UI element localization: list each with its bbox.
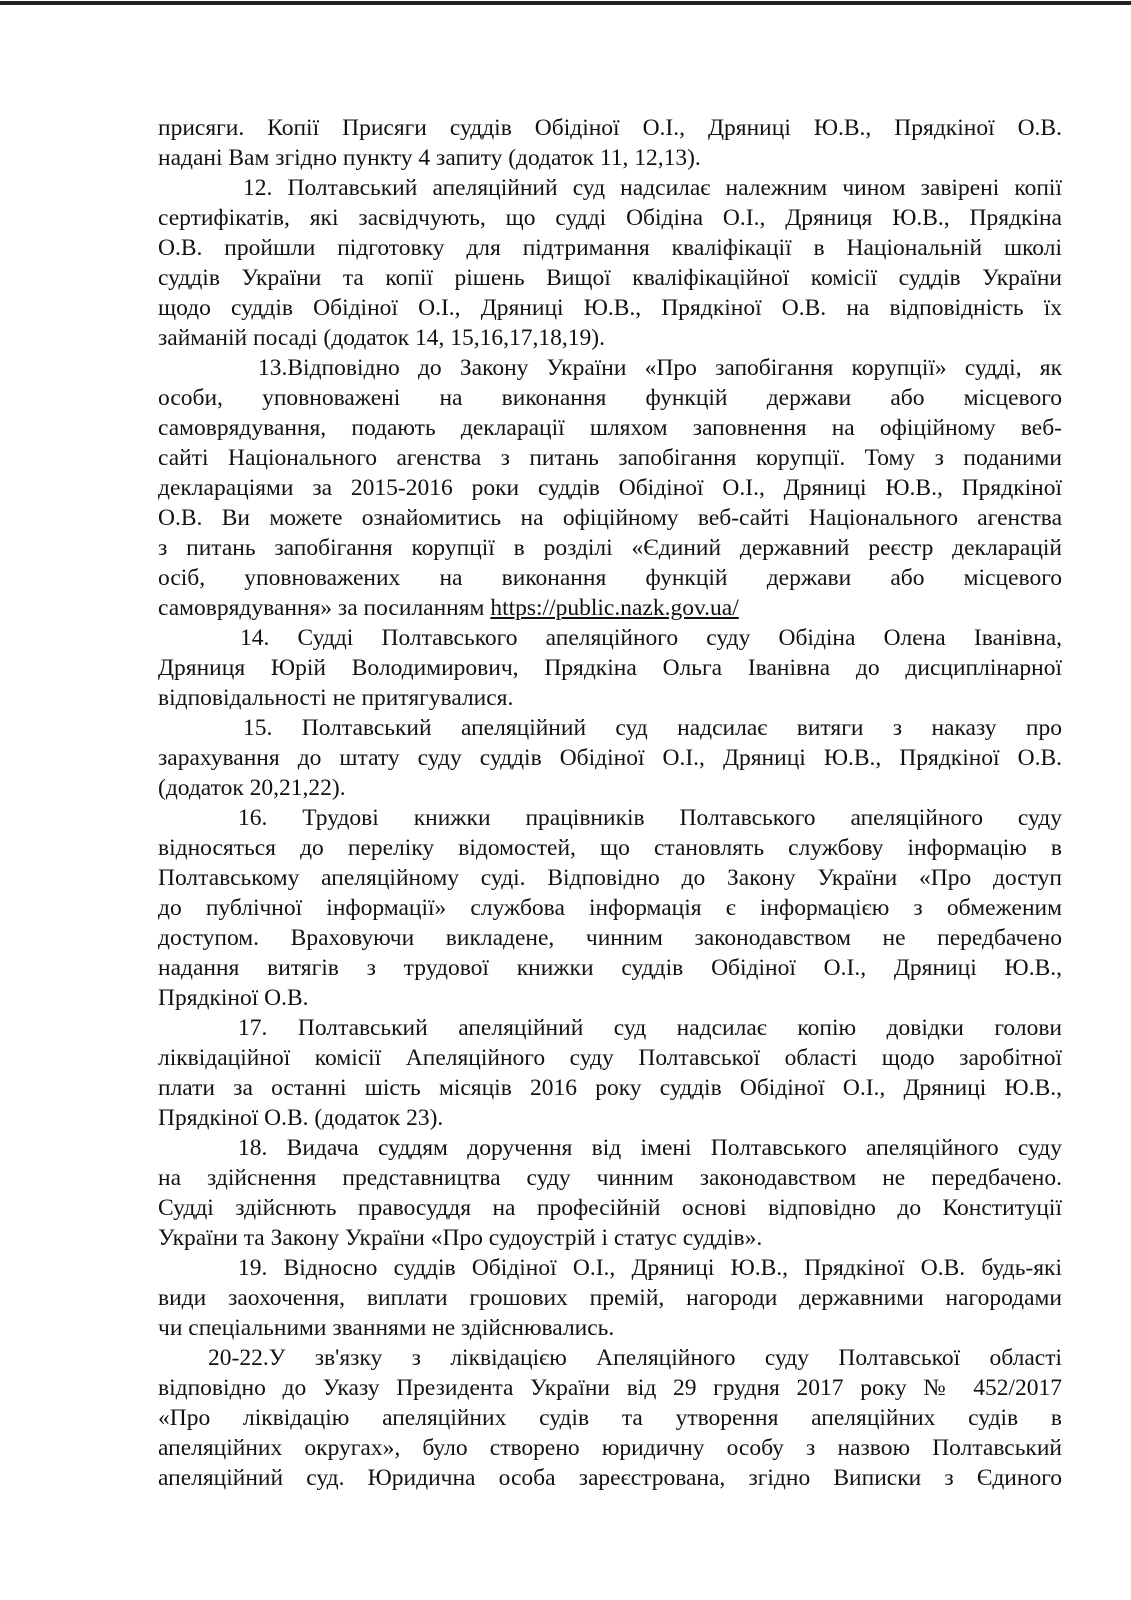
text-line: 18. Видача суддям доручення від імені Полтавського апеляційного суду [238, 1135, 1062, 1161]
paragraph [158, 113, 1062, 173]
text-segment: самоврядування» за посиланням [158, 595, 491, 621]
paragraph [158, 713, 1062, 803]
text-line: О.В. Ви можете ознайомитись на офіційному веб-сайті Національного агенства [158, 505, 1062, 531]
text-line: сайті Національного агенства з питань запобігання корупції. Тому з поданими [158, 445, 1062, 471]
document-body [158, 113, 1062, 1493]
text-line: доступом. Враховуючи викладене, чинним законодавством не передбачено [158, 925, 1062, 951]
text-line: сертифікатів, які засвідчують, що судді Обідіна О.І., Дряниця Ю.В., Прядкіна [158, 205, 1062, 231]
text-line: щодо суддів Обідіної О.І., Дряниці Ю.В., Прядкіної О.В. на відповідність їх [158, 295, 1062, 321]
text-line: суддів України та копії рішень Вищої кваліфікаційної комісії суддів України [158, 265, 1062, 291]
text-line: Прядкіної О.В. (додаток 23). [158, 1105, 444, 1131]
paragraph [158, 353, 1062, 623]
text-line: з питань запобігання корупції в розділі «Єдиний державний реєстр декларацій [158, 535, 1062, 561]
text-line: «Про ліквідацію апеляційних судів та утворення апеляційних судів в [158, 1405, 1062, 1431]
text-line: деклараціями за 2015-2016 роки суддів Обідіної О.І., Дряниці Ю.В., Прядкіної [158, 475, 1062, 501]
text-line: осіб, уповноважених на виконання функцій держави або місцевого [158, 565, 1062, 591]
text-line: апеляційний суд. Юридична особа зареєстрована, згідно Виписки з Єдиного [158, 1465, 1062, 1491]
text-line: чи спеціальними званнями не здійснювались. [158, 1315, 615, 1341]
text-line: види заохочення, виплати грошових премій, нагороди державними нагородами [158, 1285, 1062, 1311]
text-line: 14. Судді Полтавського апеляційного суду Обідіна Олена Іванівна, [240, 625, 1062, 651]
text-line: особи, уповноважені на виконання функцій держави або місцевого [158, 385, 1062, 411]
text-line: самоврядування, подають декларації шляхом заповнення на офіційному веб- [158, 415, 1062, 441]
text-line: Дряниця Юрій Володимирович, Прядкіна Ольга Іванівна до дисциплінарної [158, 655, 1062, 681]
paragraph [158, 623, 1062, 713]
paragraph [158, 1343, 1062, 1493]
text-line: плати за останні шість місяців 2016 року суддів Обідіної О.І., Дряниці Ю.В., [158, 1075, 1062, 1101]
text-line: 12. Полтавський апеляційний суд надсилає належним чином завірені копії [243, 175, 1062, 201]
text-line: України та Закону України «Про судоустрій і статус суддів». [158, 1225, 763, 1251]
text-line: Полтавському апеляційному суді. Відповідно до Закону України «Про доступ [158, 865, 1062, 891]
text-line: присяги. Копії Присяги суддів Обідіної О.І., Дряниці Ю.В., Прядкіної О.В. [158, 115, 1062, 141]
text-line: займаній посаді (додаток 14, 15,16,17,18,19). [158, 325, 605, 351]
text-line: 17. Полтавський апеляційний суд надсилає копію довідки голови [238, 1015, 1062, 1041]
scan-top-border [0, 1, 1131, 5]
text-line: 13.Відповідно до Закону України «Про запобігання корупції» судді, як [258, 355, 1062, 381]
text-line: О.В. пройшли підготовку для підтримання кваліфікації в Національній школі [158, 235, 1062, 261]
text-line: до публічної інформації» службова інформація є інформацією з обмеженим [158, 895, 1062, 921]
text-line: 20-22.У зв'язку з ліквідацією Апеляційного суду Полтавської області [208, 1345, 1062, 1371]
paragraph [158, 173, 1062, 353]
text-line: зарахування до штату суду суддів Обідіної О.І., Дряниці Ю.В., Прядкіної О.В. [158, 745, 1062, 771]
text-line [158, 593, 1062, 623]
text-line: 19. Відносно суддів Обідіної О.І., Дряниці Ю.В., Прядкіної О.В. будь-які [238, 1255, 1062, 1281]
paragraph [158, 803, 1062, 1013]
text-line: надані Вам згідно пункту 4 запиту (додаток 11, 12,13). [158, 145, 701, 171]
text-line: Судді здійснють правосуддя на професійній основі відповідно до Конституції [158, 1195, 1062, 1221]
text-line: відповідальності не притягувалися. [158, 685, 514, 711]
text-line: (додаток 20,21,22). [158, 775, 346, 801]
text-line: надання витягів з трудової книжки суддів Обідіної О.І., Дряниці Ю.В., [158, 955, 1062, 981]
paragraph [158, 1253, 1062, 1343]
nazk-link[interactable]: https://public.nazk.gov.ua/ [490, 595, 739, 621]
text-line: ліквідаційної комісії Апеляційного суду Полтавської області щодо заробітної [158, 1045, 1062, 1071]
text-line: 16. Трудові книжки працівників Полтавського апеляційного суду [238, 805, 1062, 831]
text-line: 15. Полтавський апеляційний суд надсилає витяги з наказу про [243, 715, 1062, 741]
text-line: відносяться до переліку відомостей, що становлять службову інформацію в [158, 835, 1062, 861]
text-line: відповідно до Указу Президента України від 29 грудня 2017 року № 452/2017 [158, 1375, 1062, 1401]
paragraph [158, 1133, 1062, 1253]
text-line: Прядкіної О.В. [158, 985, 309, 1011]
text-line: апеляційних округах», було створено юридичну особу з назвою Полтавський [158, 1435, 1062, 1461]
paragraph [158, 1013, 1062, 1133]
text-line: на здійснення представництва суду чинним законодавством не передбачено. [158, 1165, 1062, 1191]
